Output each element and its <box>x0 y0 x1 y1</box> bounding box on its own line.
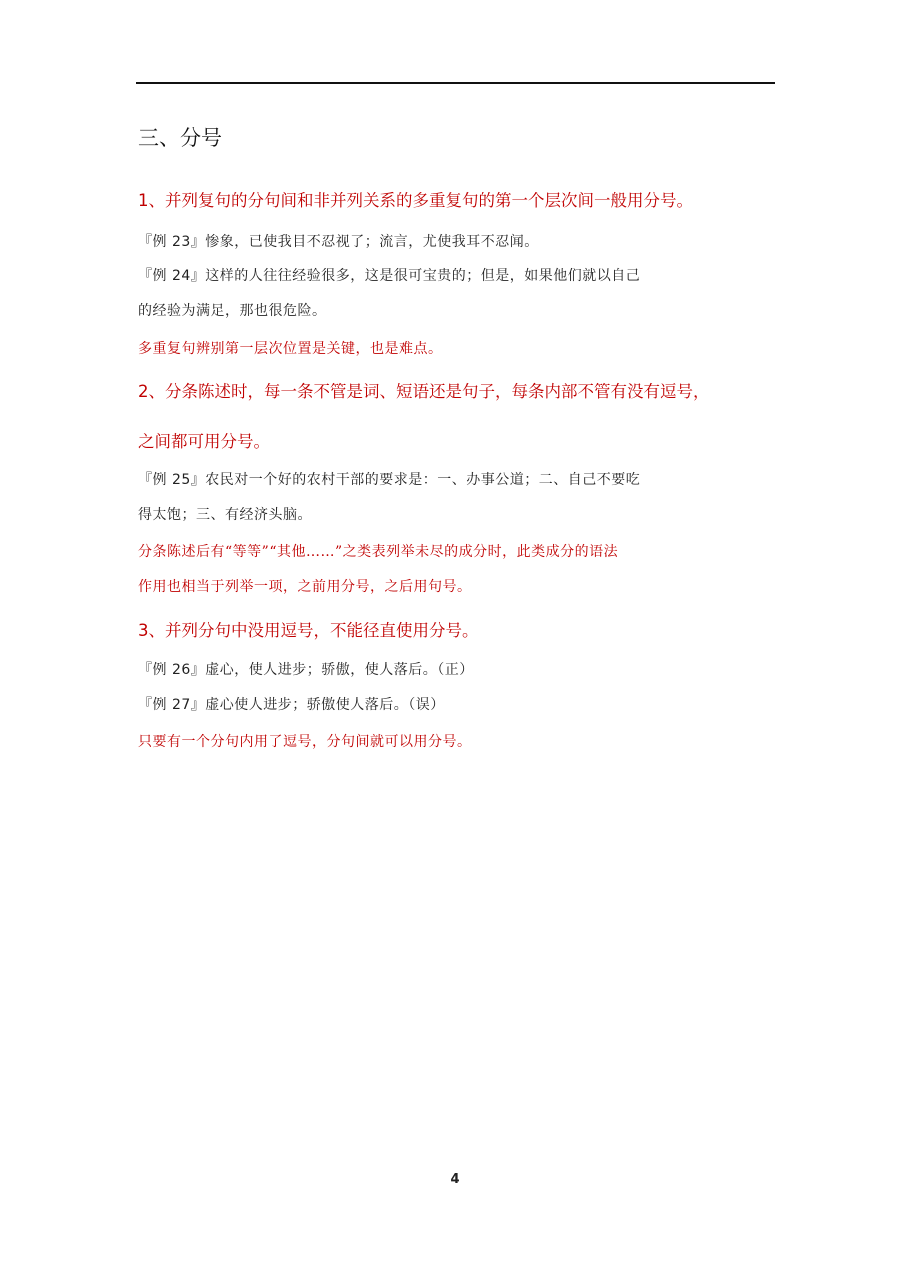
example-number: 26 <box>171 662 191 678</box>
example-prefix: 『例 <box>138 472 167 488</box>
rule-heading-3: 3、并列分句中没用逗号，不能径直使用分号。 <box>138 621 479 640</box>
example-27 <box>138 694 445 714</box>
example-prefix: 『例 <box>138 268 167 284</box>
example-text: 』虚心，使人进步；骄傲，使人落后。（正） <box>190 662 474 678</box>
example-24 <box>138 265 640 285</box>
example-25-continuation: 得太饱；三、有经济头脑。 <box>138 507 312 523</box>
example-number: 25 <box>171 472 191 488</box>
section-title: 三、分号 <box>138 126 222 150</box>
note-3: 只要有一个分句内用了逗号，分句间就可以用分号。 <box>138 734 472 750</box>
example-24-continuation: 的经验为满足，那也很危险。 <box>138 303 327 319</box>
example-prefix: 『例 <box>138 697 167 713</box>
note-2-line-1: 分条陈述后有“等等”“其他……”之类表列举未尽的成分时，此类成分的语法 <box>138 544 619 560</box>
example-text: 』农民对一个好的农村干部的要求是：一、办事公道；二、自己不要吃 <box>190 472 641 488</box>
example-number: 27 <box>171 697 191 713</box>
rule-heading-1: 1、并列复句的分句间和非并列关系的多重复句的第一个层次间一般用分号。 <box>138 191 693 210</box>
rule-heading-2: 2、分条陈述时，每一条不管是词、短语还是句子，每条内部不管有没有逗号， <box>138 382 710 401</box>
example-text: 』虚心使人进步；骄傲使人落后。（误） <box>190 697 445 713</box>
rule-heading-2-continuation: 之间都可用分号。 <box>138 432 270 451</box>
example-26 <box>138 659 474 679</box>
example-23 <box>138 231 539 251</box>
header-rule <box>136 82 775 84</box>
example-text: 』惨象，已使我目不忍视了；流言，尤使我耳不忍闻。 <box>190 234 539 250</box>
example-25 <box>138 469 640 489</box>
note-2-line-2: 作用也相当于列举一项，之前用分号，之后用句号。 <box>138 579 472 595</box>
page-number: 4 <box>450 1172 460 1187</box>
example-prefix: 『例 <box>138 234 167 250</box>
example-text: 』这样的人往往经验很多，这是很可宝贵的；但是，如果他们就以自己 <box>190 268 641 284</box>
example-number: 24 <box>171 268 191 284</box>
example-number: 23 <box>171 234 191 250</box>
example-prefix: 『例 <box>138 662 167 678</box>
note-1: 多重复句辨别第一层次位置是关键，也是难点。 <box>138 341 443 357</box>
